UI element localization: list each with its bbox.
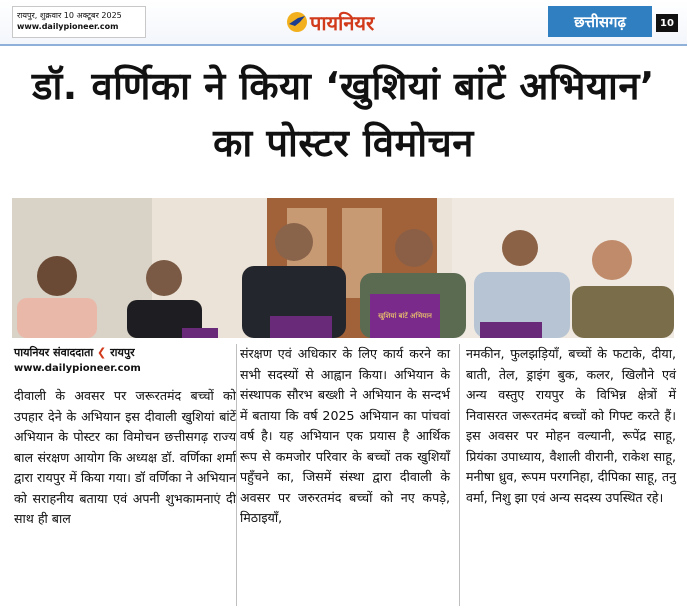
article-column-2: संरक्षण एवं अधिकार के लिए कार्य करने का सभी सदस्यों से आह्वान किया। अभियान के संस्थापक सौरभ बख्शी ने अभियान के सन्दर्भ में बताया कि वर्ष 2025 अभियान का पांचवां वर्ष है। यह अभियान एक प्रयास है आर्थिक रूप से कमजोर परिवार के बच्चों तक खुशियाँ पहुँचने का, जिसमें संस्था द्वारा दीवाली के अवसर पर जरुरतमंद बच्चों को नए कपड़े, मिठाइयाँ, <box>240 346 450 525</box>
poster-text: खुशियां बांटें अभियान <box>378 312 432 320</box>
website-link[interactable]: www.dailypioneer.com <box>17 22 119 31</box>
article-column-3: नमकीन, फुलझड़ियाँ, बच्चों के फटाके, दीया, बाती, तेल, ड्राइंग बुक, कलर, खिलौने एवं अन्य वस्तुए रायपुर के विभिन्न क्षेत्रों में निवासरत जरूरतमंद बच्चों को गिफ्ट करते हैं। इस अवसर पर मोहन वल्यानी, रूपेंद्र साहू, प्रियंका उपाध्याय, वैशाली वीरानी, राकेश साहू, मनीषा ध्रुव, रूपम परगनिहा, दीपिका साहू, तनु वर्मा, निशु झा एवं अन्य सदस्य उपस्थित रहे। <box>466 346 676 505</box>
dateline-box <box>12 6 146 38</box>
page-number: 10 <box>656 14 678 32</box>
section-label: छत्तीसगढ़ <box>548 6 652 37</box>
byline-arrow-icon: ❮ <box>97 346 107 359</box>
logo-text: पायनियर <box>310 10 375 35</box>
byline-author: पायनियर संवाददाता <box>14 346 94 359</box>
masthead <box>0 0 687 44</box>
event-photo <box>12 198 674 338</box>
column-divider-2 <box>459 344 460 606</box>
newspaper-logo <box>286 8 374 36</box>
dateline: रायपुर, शुक्रवार 10 अक्टूबर 2025 <box>17 11 122 20</box>
article-column-1: दीवाली के अवसर पर जरूरतमंद बच्चों को उपहार देने के अभियान इस दीवाली खुशियां बांटें अभियान के पोस्टर का विमोचन छत्तीसगढ़ राज्य बाल संरक्षण आयोग कि अध्यक्ष डॉ. वर्णिका शर्मा द्वारा रायपुर में किया गया। डॉ वर्णिका ने अभियान को सराहनीय बताया एवं अपनी शुभकामनाएं दी साथ ही बाल <box>14 388 236 526</box>
column-divider-1 <box>236 344 237 606</box>
byline-website[interactable]: www.dailypioneer.com <box>14 363 141 374</box>
byline-place: रायपुर <box>110 346 135 359</box>
byline <box>14 345 236 381</box>
headline: डॉ. वर्णिका ने किया ‘खुशियां बांटें अभियान’ का पोस्टर विमोचन <box>32 64 655 165</box>
photo-illustration <box>12 198 674 338</box>
bird-logo-icon <box>286 11 308 33</box>
